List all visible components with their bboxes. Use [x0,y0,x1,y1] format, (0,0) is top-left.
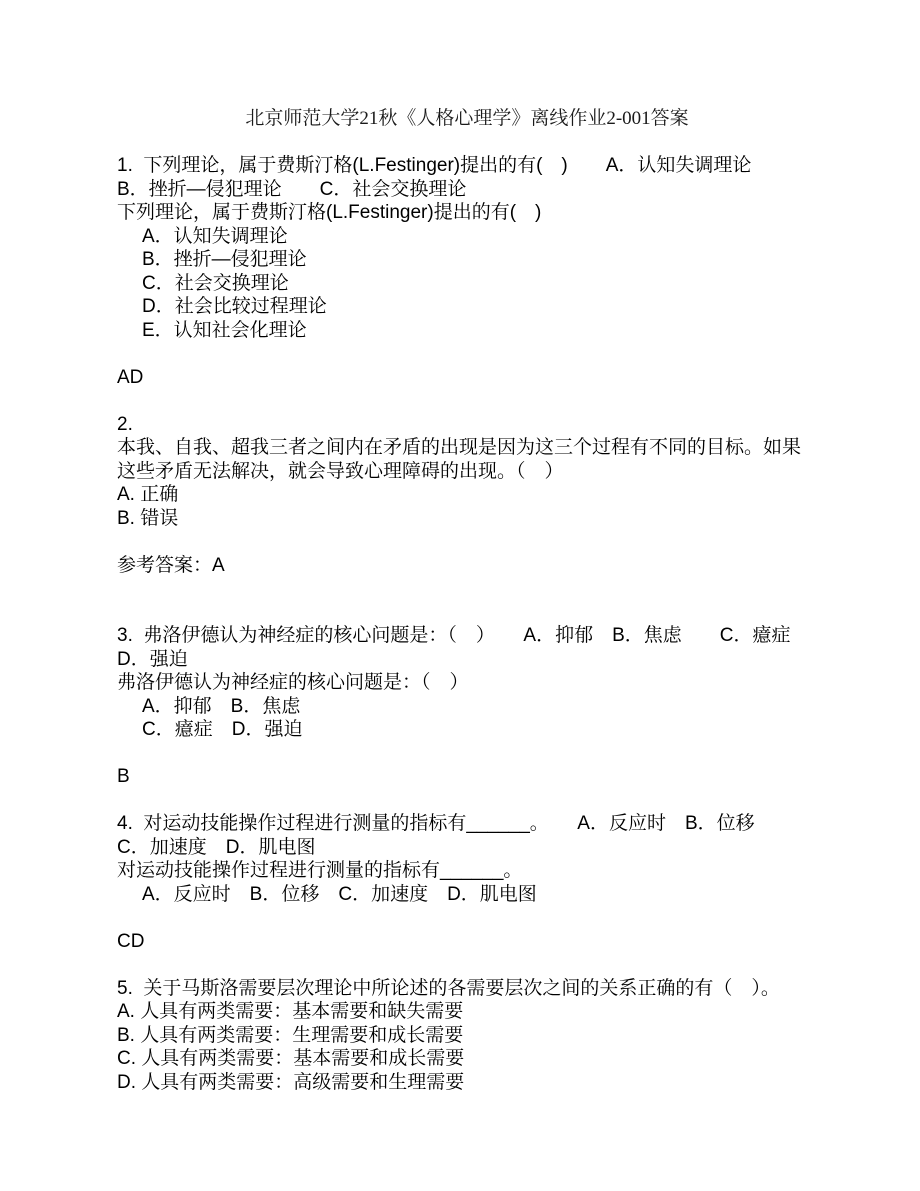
question-1-line-6: C．社会交换理论 [142,272,289,294]
question-2-line-1: 2. [117,413,133,435]
question-1 [117,154,820,342]
question-4-line-3: 对运动技能操作过程进行测量的指标有______。 [117,860,523,881]
question-1-line-3: 下列理论，属于费斯汀格(L.Festinger)提出的有( ) [117,202,542,223]
question-4-line-1: 4. 对运动技能操作过程进行测量的指标有______。 A．反应时 B．位移 [117,813,755,834]
question-1-line-7: D．社会比较过程理论 [142,296,327,317]
question-5-line-2: A. 人具有两类需要：基本需要和缺失需要 [117,1001,464,1022]
question-2-line-3: 这些矛盾无法解决，就会导致心理障碍的出现。（ ） [117,460,564,482]
document-body [117,154,820,1094]
answer-2 [117,554,820,578]
answer-1 [117,366,820,390]
question-4 [117,812,820,906]
question-2 [117,413,820,531]
question-3-line-3: 弗洛伊德认为神经症的核心问题是：（ ） [117,672,469,693]
question-5-line-5: D. 人具有两类需要：高级需要和生理需要 [117,1071,465,1093]
question-3 [117,624,820,742]
question-5-line-4: C. 人具有两类需要：基本需要和成长需要 [117,1048,465,1069]
answer-4-line-1: CD [117,930,145,952]
document-title: 北京师范大学21秋《人格心理学》离线作业2-001答案 [245,108,689,129]
answer-3 [117,765,820,789]
question-4-line-2: C．加速度 D．肌电图 [117,836,316,858]
question-5 [117,977,820,1095]
question-1-line-2: B．挫折—侵犯理论 C．社会交换理论 [117,178,467,200]
answer-2-line-1: 参考答案：A [117,554,225,576]
question-5-line-3: B. 人具有两类需要：生理需要和成长需要 [117,1024,464,1046]
question-1-line-8: E．认知社会化理论 [142,319,307,341]
question-2-line-4: A. 正确 [117,484,179,505]
answer-3-line-1: B [117,766,130,787]
question-1-line-1: 1. 下列理论，属于费斯汀格(L.Festinger)提出的有( ) A．认知失调理论 [117,155,752,176]
question-3-line-5: C．癔症 D．强迫 [142,719,303,740]
question-1-line-4: A．认知失调理论 [142,225,288,247]
question-3-line-2: D．强迫 [117,648,188,670]
question-3-line-1: 3. 弗洛伊德认为神经症的核心问题是：（ ） A．抑郁 B．焦虑 C．癔症 [117,625,791,646]
question-2-line-5: B. 错误 [117,507,179,529]
question-1-line-5: B．挫折—侵犯理论 [142,249,307,270]
question-4-line-4: A．反应时 B．位移 C．加速度 D．肌电图 [142,883,537,905]
question-2-line-2: 本我、自我、超我三者之间内在矛盾的出现是因为这三个过程有不同的目标。如果 [117,437,802,458]
question-3-line-4: A．抑郁 B．焦虑 [142,695,301,717]
question-5-line-1: 5. 关于马斯洛需要层次理论中所论述的各需要层次之间的关系正确的有（ ）。 [117,977,780,999]
answer-4 [117,930,820,954]
answer-1-line-1: AD [117,366,144,388]
